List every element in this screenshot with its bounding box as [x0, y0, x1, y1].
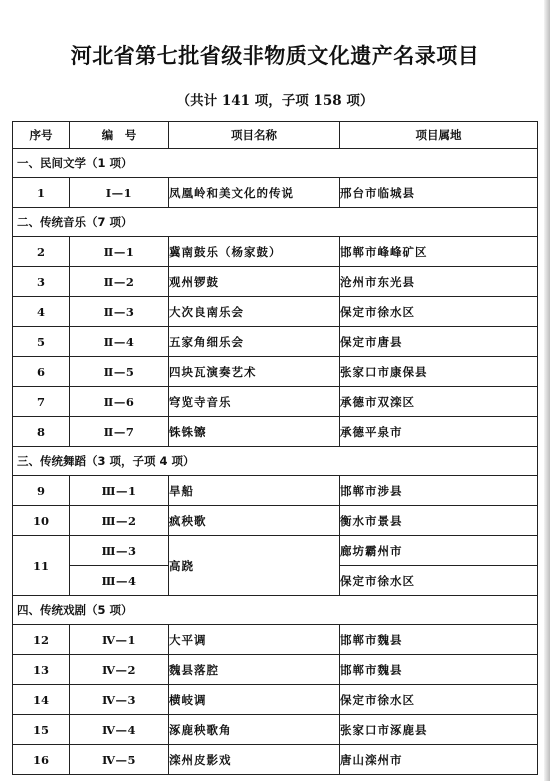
row-number: 12	[13, 625, 70, 655]
row-number: 6	[13, 357, 70, 387]
row-number: 5	[13, 327, 70, 357]
row-location: 衡水市景县	[340, 506, 538, 536]
row-location: 承德平泉市	[340, 417, 538, 447]
row-project-name: 大平调	[169, 625, 340, 655]
category-label: 三、传统舞蹈（3 项，子项 4 项）	[13, 447, 538, 476]
header-project-name: 项目名称	[169, 122, 340, 149]
row-location: 保定市徐水区	[340, 566, 538, 596]
row-location: 张家口市涿鹿县	[340, 715, 538, 745]
row-number: 2	[13, 237, 70, 267]
category-label: 二、传统音乐（7 项）	[13, 208, 538, 237]
row-project-name: 魏县落腔	[169, 655, 340, 685]
row-number: 15	[13, 715, 70, 745]
row-location: 保定市徐水区	[340, 685, 538, 715]
row-number: 8	[13, 417, 70, 447]
row-code: Ⅱ—6	[70, 387, 169, 417]
row-code: Ⅱ—1	[70, 237, 169, 267]
table-row	[13, 237, 538, 267]
table-header-row	[13, 122, 538, 149]
row-code: Ⅲ—2	[70, 506, 169, 536]
row-project-name: 大次良南乐会	[169, 297, 340, 327]
row-number: 9	[13, 476, 70, 506]
table-row	[13, 178, 538, 208]
table-row	[13, 387, 538, 417]
row-number: 14	[13, 685, 70, 715]
row-number: 7	[13, 387, 70, 417]
table-row	[13, 685, 538, 715]
table-row	[13, 745, 538, 775]
document-subtitle: （共计 141 项，子项 158 项）	[176, 93, 374, 109]
category-row	[13, 208, 538, 237]
table-row	[13, 715, 538, 745]
table-row	[13, 297, 538, 327]
row-project-name: 四块瓦演奏艺术	[169, 357, 340, 387]
row-project-name: 高跷	[169, 536, 340, 596]
row-number: 10	[13, 506, 70, 536]
header-project-location: 项目属地	[340, 122, 538, 149]
row-number: 4	[13, 297, 70, 327]
row-number: 1	[13, 178, 70, 208]
row-code: Ⅲ—4	[70, 566, 169, 596]
row-number: 11	[13, 536, 70, 596]
table-row	[13, 327, 538, 357]
row-project-name: 铢铢镲	[169, 417, 340, 447]
table-row	[13, 655, 538, 685]
row-code: Ⅳ—5	[70, 745, 169, 775]
document-title: 河北省第七批省级非物质文化遗产名录项目	[70, 44, 480, 68]
row-project-name: 横岐调	[169, 685, 340, 715]
row-location: 廊坊霸州市	[340, 536, 538, 566]
row-project-name: 凤凰岭和美文化的传说	[169, 178, 340, 208]
table-row	[13, 476, 538, 506]
page-edge-shadow	[544, 0, 550, 781]
table-row	[13, 536, 538, 566]
row-code: Ⅱ—4	[70, 327, 169, 357]
row-location: 张家口市康保县	[340, 357, 538, 387]
row-code: Ⅳ—2	[70, 655, 169, 685]
row-code: Ⅱ—7	[70, 417, 169, 447]
row-project-name: 涿鹿秧歌角	[169, 715, 340, 745]
category-row	[13, 149, 538, 178]
table-row	[13, 357, 538, 387]
table-row	[13, 417, 538, 447]
row-project-name: 滦州皮影戏	[169, 745, 340, 775]
row-code: Ⅱ—5	[70, 357, 169, 387]
row-location: 唐山滦州市	[340, 745, 538, 775]
row-project-name: 旱船	[169, 476, 340, 506]
row-project-name: 穹览寺音乐	[169, 387, 340, 417]
row-location: 保定市徐水区	[340, 297, 538, 327]
row-code: Ⅳ—1	[70, 625, 169, 655]
row-number: 16	[13, 745, 70, 775]
row-location: 邯郸市涉县	[340, 476, 538, 506]
row-code: Ⅳ—4	[70, 715, 169, 745]
category-row	[13, 447, 538, 476]
row-code: Ⅱ—2	[70, 267, 169, 297]
row-number: 13	[13, 655, 70, 685]
row-location: 邯郸市魏县	[340, 655, 538, 685]
category-row	[13, 596, 538, 625]
row-code: Ⅲ—3	[70, 536, 169, 566]
row-project-name: 冀南鼓乐（杨家鼓）	[169, 237, 340, 267]
row-location: 邢台市临城县	[340, 178, 538, 208]
heritage-list-table	[12, 121, 538, 775]
category-label: 四、传统戏剧（5 项）	[13, 596, 538, 625]
header-code: 编 号	[70, 122, 169, 149]
header-serial: 序号	[13, 122, 70, 149]
row-code: Ⅳ—3	[70, 685, 169, 715]
row-location: 邯郸市魏县	[340, 625, 538, 655]
row-code: Ⅰ—1	[70, 178, 169, 208]
row-number: 3	[13, 267, 70, 297]
row-location: 保定市唐县	[340, 327, 538, 357]
category-label: 一、民间文学（1 项）	[13, 149, 538, 178]
row-location: 沧州市东光县	[340, 267, 538, 297]
row-project-name: 疯秧歌	[169, 506, 340, 536]
row-location: 承德市双滦区	[340, 387, 538, 417]
table-row	[13, 506, 538, 536]
row-location: 邯郸市峰峰矿区	[340, 237, 538, 267]
row-project-name: 观州锣鼓	[169, 267, 340, 297]
table-row	[13, 625, 538, 655]
row-code: Ⅲ—1	[70, 476, 169, 506]
row-code: Ⅱ—3	[70, 297, 169, 327]
row-project-name: 五家角细乐会	[169, 327, 340, 357]
table-row	[13, 267, 538, 297]
